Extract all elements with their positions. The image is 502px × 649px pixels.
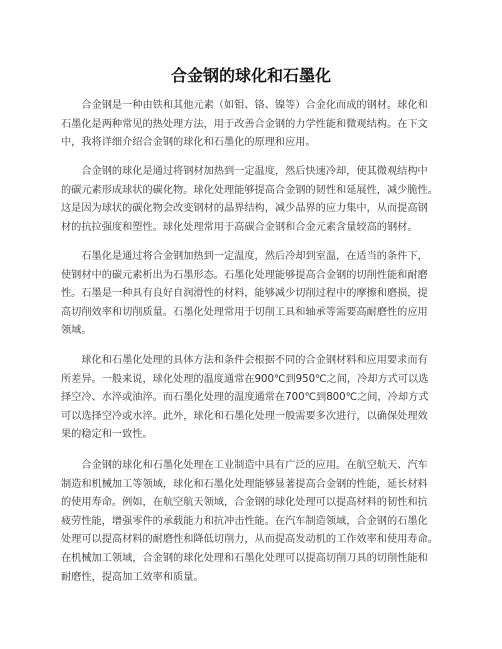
paragraph-line: 使钢材中的碳元素析出为石墨形态。石墨化处理能够提高合金钢的切削性能和耐磨 <box>61 269 428 281</box>
paragraph-line: 材的抗拉强度和塑性。球化处理常用于高碳合金钢和合金元素含量较高的钢材。 <box>61 221 418 233</box>
paragraph-line: 石墨化是两种常见的热处理方法，用于改善合金钢的力学性能和微观结构。在下文 <box>61 118 428 130</box>
paragraph-line: 性。石墨是一种具有良好自润滑性的材料，能够减少切削过程中的摩擦和磨损，提 <box>61 288 428 300</box>
paragraph-line: 果的稳定和一致性。 <box>61 429 153 441</box>
paragraph-line: 制造和机械加工等领域，球化和石墨化处理能够显著提高合金钢的性能，延长材料 <box>61 478 428 490</box>
paragraph-line: 领域。 <box>61 325 92 337</box>
paragraph-1 <box>61 97 451 153</box>
paragraph-line: 疲劳性能，增强零件的承载能力和抗冲击性能。在汽车制造领域，合金钢的石墨化 <box>61 515 428 527</box>
document-title: 合金钢的球化和石墨化 <box>170 66 331 85</box>
paragraph-line: 的碳元素形成球状的碳化物。球化处理能够提高合金钢的韧性和延展性，减少脆性。 <box>61 184 438 196</box>
paragraph-line: 耐磨性，提高加工效率和质量。 <box>61 571 204 583</box>
paragraph-line: 择空冷、水淬或油淬。而石墨化处理的温度通常在700℃到800℃之间，冷却方式 <box>61 392 429 404</box>
paragraph-line: 合金钢的球化是通过将钢材加热到一定温度，然后快速冷却，使其微观结构中 <box>61 166 428 177</box>
paragraph-line: 合金钢是一种由铁和其他元素（如钼、铬、镍等）合金化而成的钢材。球化和 <box>61 100 428 111</box>
paragraph-4 <box>61 352 451 445</box>
paragraph-line: 中，我将详细介绍合金钢的球化和石墨化的原理和应用。 <box>61 137 316 149</box>
paragraph-line: 这是因为球状的碳化物会改变钢材的晶界结构，减少晶界的应力集中，从而提高钢 <box>61 203 428 215</box>
paragraph-line: 合金钢的球化和石墨化处理在工业制造中具有广泛的应用。在航空航天、汽车 <box>61 460 428 471</box>
paragraph-line: 石墨化是通过将合金钢加热到一定温度，然后冷却到室温，在适当的条件下， <box>61 251 428 262</box>
paragraph-5 <box>61 457 451 587</box>
paragraph-line: 的使用寿命。例如，在航空航天领域，合金钢的球化处理可以提高材料的韧性和抗 <box>61 497 428 509</box>
paragraph-line: 所差异。一般来说，球化处理的温度通常在900℃到950℃之间，冷却方式可以选 <box>61 373 429 385</box>
paragraph-line: 球化和石墨化处理的具体方法和条件会根据不同的合金钢材料和应用要求而有 <box>61 355 428 366</box>
paragraph-line: 在机械加工领域，合金钢的球化处理和石墨化处理可以提高切削刀具的切削性能和 <box>61 552 428 564</box>
paragraph-line: 可以选择空冷或水淬。此外，球化和石墨化处理一般需要多次进行，以确保处理效 <box>61 410 428 422</box>
paragraph-line: 处理可以提高材料的耐磨性和降低切削力，从而提高发动机的工作效率和使用寿命。 <box>61 534 438 546</box>
paragraph-2 <box>61 163 451 237</box>
paragraph-line: 高切削效率和切削质量。石墨化处理常用于切削工具和轴承等需要高耐磨性的应用 <box>61 306 428 318</box>
paragraph-3 <box>61 248 451 341</box>
